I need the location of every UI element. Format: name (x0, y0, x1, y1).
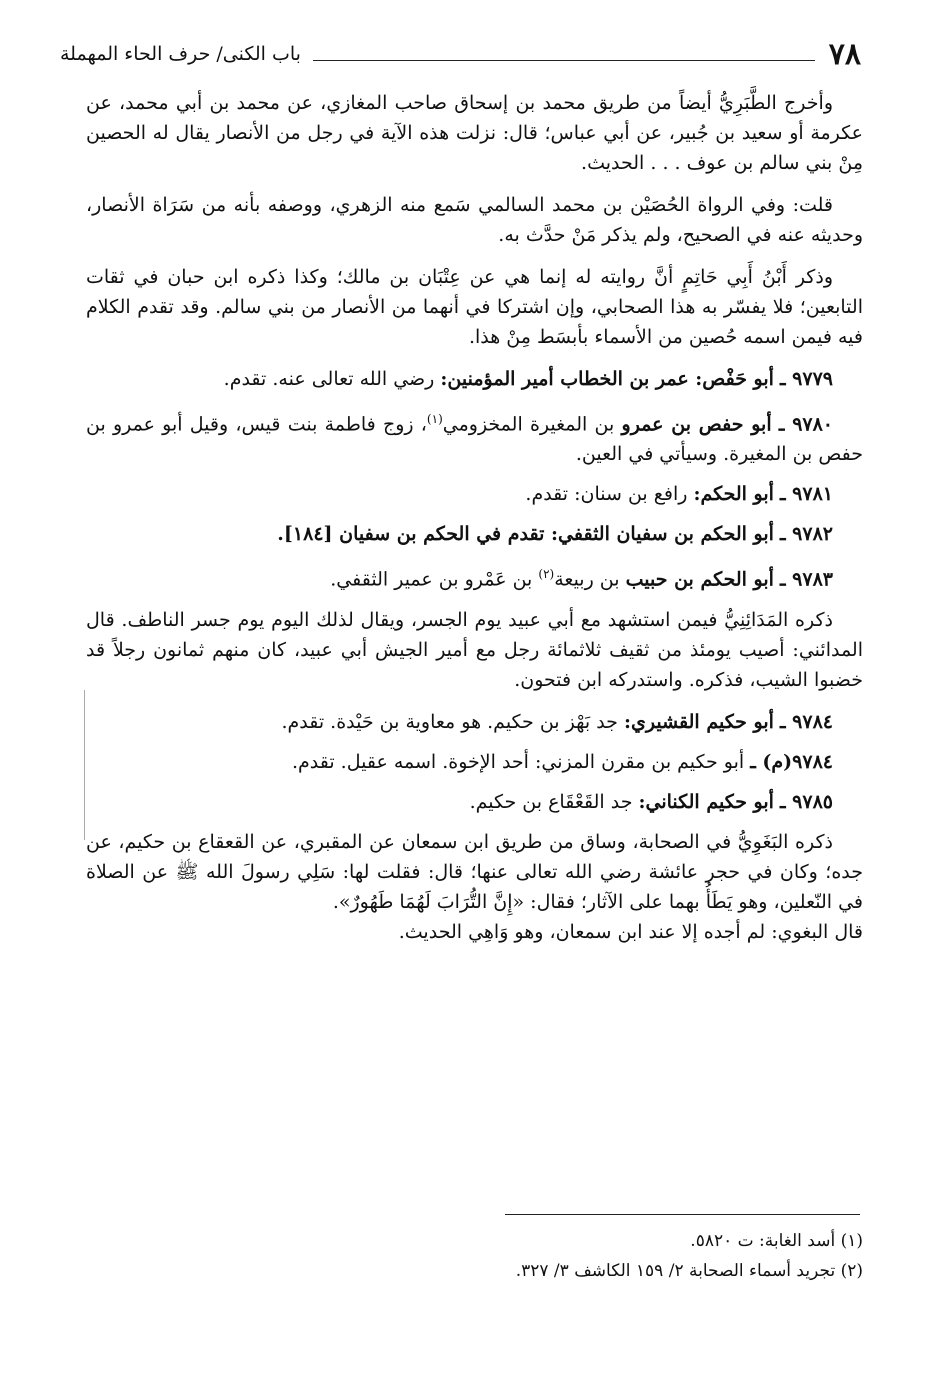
entry-name: أبو حفص بن عمرو (621, 413, 772, 436)
paragraph: وأخرج الطَّبَرِيُّ أيضاً من طريق محمد بن إسحاق صاحب المغازي، عن محمد بن أبي محمد، عن عكرمة أو سعيد بن جُبير، عن أبي عباس؛ قال: نزلت هذه الآية في رجل من الأنصار يقال له الحصين مِنْ بني سالم بن عوف . . . الحديث. (86, 92, 863, 174)
entry-9779 (86, 364, 863, 394)
entry-number: ٩٧٨٤(م) ـ (750, 750, 833, 773)
paragraph: قلت: وفي الرواة الحُصَيْن بن محمد السالمي سَمع منه الزهري، ووصفه بأنه من سَرَاة الأنصار، وحديثه عنه في الصحيح، ولم يذكر مَنْ حدَّث به. (86, 194, 863, 246)
header-rule (313, 60, 815, 61)
entry-text: بن المغيرة المخزومي (442, 413, 615, 436)
entry-number: ٩٧٨٥ ـ (779, 790, 833, 813)
footnotes (86, 1226, 863, 1286)
entry-text: أبو حكيم بن مقرن المزني: أحد الإخوة. اسمه عقيل. تقدم. (291, 750, 745, 773)
entry-text: جد القَعْقَاع بن حكيم. (469, 790, 633, 813)
entry-9783 (86, 559, 863, 594)
entry-text: رافع بن سنان: تقدم. (525, 483, 688, 506)
entry-text: بن ربيعة (554, 568, 620, 591)
entry-9780 (86, 404, 863, 469)
footnote: (٢) تجريد أسماء الصحابة ٢/ ١٥٩ الكاشف ٣/ ٣٢٧. (515, 1261, 863, 1281)
entry-number: ٩٧٨٤ ـ (779, 710, 833, 733)
entry-name: أبو حَفْص: عمر بن الخطاب أمير المؤمنين: (440, 368, 774, 390)
entry-text: جد بَهْز بن حكيم. هو معاوية بن حَيْدة. تقدم. (281, 710, 618, 733)
footnote-separator (505, 1214, 860, 1215)
paragraph: وذكر أَبْنُ أَبِي حَاتِمٍ أنَّ روايته له إنما هي عن عِتْبَان بن مالك؛ وكذا ذكره ابن حبان في ثقات التابعين؛ فلا يفسّر به هذا الصحابي، وإن اشتركا في أنهما من الأنصار من بني سالم. وقد تقدم الكلام فيه فيمن اسمه حُصين من الأسماء بأبسَط مِنْ هذا. (86, 266, 863, 348)
entry-number: ٩٧٨٠ ـ (778, 413, 834, 436)
entry-name: أبو حكيم الكناني: (638, 790, 774, 813)
entry-text: رضي الله تعالى عنه. تقدم. (223, 368, 435, 390)
entry-9782 (86, 519, 863, 549)
entry-tail: ، زوج فاطمة بنت قيس، وقيل أبو عمرو بن حفص بن المغيرة. وسيأتي في العين. (86, 413, 863, 466)
entry-9781 (86, 479, 863, 509)
paragraph-baghawi: ذكره البَغَوِيُّ في الصحابة، وساق من طريق ابن سمعان عن المقبري، عن القعقاع بن حكيم، عن جده؛ وكان في حجر عائشة رضي الله تعالى عنها؛ قال: فقلت لها: سَلِي رسولَ الله ﷺ عن الصلاة في النّعلين، وهو يَطَأُ بهما على الآثار؛ فقال: «إِنَّ التُّرَابَ لَهُمَا طَهُورٌ». (86, 830, 864, 913)
entry-name: أبو الحكم بن سفيان الثقفي: تقدم في الحكم بن سفيان [١٨٤]. (277, 523, 774, 546)
entry-number: ٩٧٧٩ ـ (779, 368, 833, 390)
footnote-ref: (٢) (538, 567, 555, 582)
running-title: باب الكنى/ حرف الحاء المهملة (60, 43, 301, 65)
entry-tail: بن عَمْرو بن عمير الثقفي. (330, 568, 539, 591)
page-header (60, 34, 861, 74)
entry-name: أبو حكيم القشيري: (623, 710, 774, 733)
entry-9784 (86, 707, 863, 737)
entry-number: ٩٧٨٢ ـ (779, 523, 833, 546)
page-body (86, 88, 863, 959)
entry-9784m (86, 747, 863, 777)
entry-name: أبو الحكم: (693, 483, 774, 506)
footnote-ref: (١) (426, 412, 443, 426)
entry-number: ٩٧٨١ ـ (779, 483, 833, 506)
entry-9785 (86, 787, 863, 817)
footnote: (١) أسد الغابة: ت ٥٨٢٠. (690, 1231, 863, 1251)
entry-name: أبو الحكم بن حبيب (625, 568, 774, 591)
margin-line (84, 690, 85, 840)
paragraph-baghawi-2: قال البغوي: لم أجده إلا عند ابن سمعان، وهو وَاهِي الحديث. (398, 920, 863, 943)
page-number: ٧٨ (828, 36, 861, 72)
paragraph-madaini: ذكره المَدَائِنِيُّ فيمن استشهد مع أبي عبيد يوم الجسر، ويقال لذلك اليوم يوم جسر الناطف. قال المدائني: أصيب يومئذ من ثقيف ثلاثمائة رجل مع أمير الجيش أبي عبيد، كان منهم ثمانون رجلاً قد خضبوا الشيب، فذكره. واستدركه ابن فتحون. (86, 608, 863, 691)
entry-number: ٩٧٨٣ ـ (779, 568, 833, 591)
